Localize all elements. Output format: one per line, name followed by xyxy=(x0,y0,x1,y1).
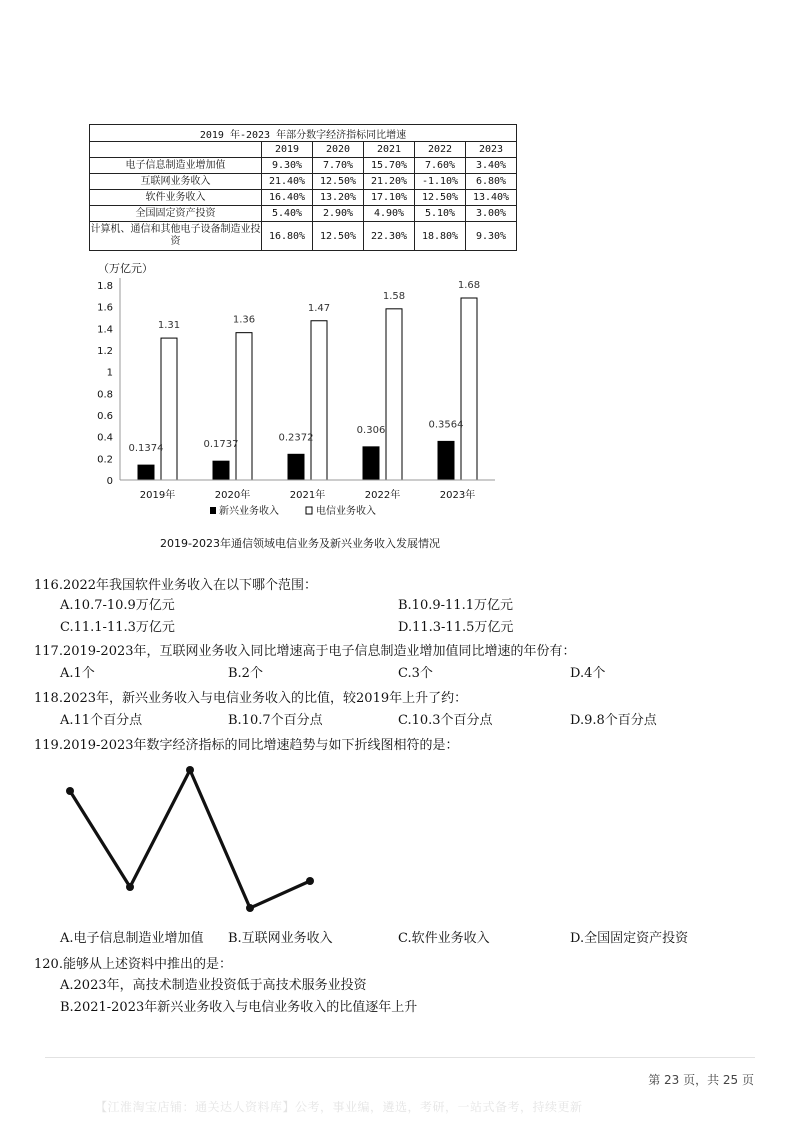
value-cell: 9.30% xyxy=(466,222,517,251)
legend-swatch-telecom xyxy=(306,507,312,514)
value-cell: 12.50% xyxy=(415,190,466,206)
question-118: 118.2023年，新兴业务收入与电信业务收入的比值，较2019年上升了约： xyxy=(34,691,468,706)
bar-value-label: 1.58 xyxy=(382,290,406,302)
bar-value-label: 0.1737 xyxy=(203,439,239,451)
option-116-c[interactable]: C.11.1-11.3万亿元 xyxy=(60,620,175,635)
value-cell: 5.40% xyxy=(262,206,313,222)
value-cell: 5.10% xyxy=(415,206,466,222)
option-117-b[interactable]: B.2个 xyxy=(228,666,263,681)
y-tick-label: 0.4 xyxy=(97,432,113,444)
chart-caption: 2019-2023年通信领域电信业务及新兴业务收入发展情况 xyxy=(160,537,440,550)
bar-value-label: 1.31 xyxy=(157,320,181,332)
bar-telecom xyxy=(161,338,177,480)
y-tick-label: 1.2 xyxy=(97,346,113,357)
bar-telecom xyxy=(236,333,252,480)
y-tick-label: 0.6 xyxy=(97,411,113,422)
value-cell: 3.00% xyxy=(466,206,517,222)
value-cell: 12.50% xyxy=(313,174,364,190)
row-label: 互联网业务收入 xyxy=(90,174,262,190)
y-tick-label: 1.6 xyxy=(97,302,113,314)
bar-emerging xyxy=(363,447,379,480)
option-119-a[interactable]: A.电子信息制造业增加值 xyxy=(60,931,204,946)
value-cell: 22.30% xyxy=(364,222,415,251)
table-row xyxy=(90,158,517,174)
row-label: 计算机、通信和其他电子设备制造业投资 xyxy=(90,222,262,251)
bar-emerging xyxy=(288,454,304,480)
trend-point xyxy=(126,883,134,891)
y-tick-label: 1 xyxy=(106,367,113,379)
value-cell: 4.90% xyxy=(364,206,415,222)
x-tick-label: 2023年 xyxy=(439,490,476,501)
bar-emerging xyxy=(213,461,229,480)
revenue-bar-chart xyxy=(80,260,520,530)
value-cell: 12.50% xyxy=(313,222,364,251)
row-label: 全国固定资产投资 xyxy=(90,206,262,222)
legend-label-emerging: 新兴业务收入 xyxy=(219,506,279,517)
value-cell: 9.30% xyxy=(262,158,313,174)
chart-legend xyxy=(210,504,376,517)
legend-label-telecom: 电信业务收入 xyxy=(316,506,376,517)
y-axis-unit-label: （万亿元） xyxy=(98,262,153,275)
bar-value-label: 1.36 xyxy=(232,314,256,326)
table-corner-cell xyxy=(90,142,262,158)
x-tick-label: 2020年 xyxy=(214,490,251,501)
y-tick-label: 0 xyxy=(106,476,113,487)
value-cell: 21.40% xyxy=(262,174,313,190)
trend-point xyxy=(66,787,74,795)
value-cell: 15.70% xyxy=(364,158,415,174)
option-118-d[interactable]: D.9.8个百分点 xyxy=(570,713,657,728)
legend-swatch-emerging xyxy=(210,507,216,514)
trend-line-figure xyxy=(60,760,330,920)
watermark-text: 【江淮淘宝店铺：通关达人资料库】公考，事业编，遴选，考研，一站式备考，持续更新 xyxy=(95,1100,583,1114)
bar-value-label: 1.47 xyxy=(307,302,331,314)
footer-divider xyxy=(45,1057,755,1058)
page-number: 第 23 页，共 25 页 xyxy=(648,1073,754,1087)
row-label: 软件业务收入 xyxy=(90,190,262,206)
question-120: 120.能够从上述资料中推出的是： xyxy=(34,957,232,972)
option-116-b[interactable]: B.10.9-11.1万亿元 xyxy=(398,598,513,613)
year-header: 2022 xyxy=(415,142,466,158)
value-cell: 13.20% xyxy=(313,190,364,206)
indicator-table xyxy=(89,124,517,251)
question-117: 117.2019-2023年，互联网业务收入同比增速高于电子信息制造业增加值同比增速的年份有： xyxy=(34,644,576,659)
bar-value-label: 0.306 xyxy=(356,424,386,436)
option-120-b[interactable]: B.2021-2023年新兴业务收入与电信业务收入的比值逐年上升 xyxy=(60,1000,418,1015)
table-row xyxy=(90,222,517,251)
table-row xyxy=(90,190,517,206)
option-116-a[interactable]: A.10.7-10.9万亿元 xyxy=(60,598,175,613)
option-117-d[interactable]: D.4个 xyxy=(570,666,606,681)
value-cell: 2.90% xyxy=(313,206,364,222)
option-118-b[interactable]: B.10.7个百分点 xyxy=(228,713,323,728)
bar-telecom xyxy=(386,309,402,480)
bar-emerging xyxy=(438,441,454,480)
value-cell: 3.40% xyxy=(466,158,517,174)
value-cell: 7.60% xyxy=(415,158,466,174)
trend-line xyxy=(70,770,310,908)
row-label: 电子信息制造业增加值 xyxy=(90,158,262,174)
option-118-c[interactable]: C.10.3个百分点 xyxy=(398,713,493,728)
value-cell: 18.80% xyxy=(415,222,466,251)
question-119: 119.2019-2023年数字经济指标的同比增速趋势与如下折线图相符的是： xyxy=(34,738,459,753)
bar-value-label: 0.3564 xyxy=(428,419,464,431)
x-tick-label: 2021年 xyxy=(289,490,326,501)
option-117-c[interactable]: C.3个 xyxy=(398,666,433,681)
y-tick-label: 0.2 xyxy=(97,454,113,466)
value-cell: 7.70% xyxy=(313,158,364,174)
value-cell: 16.40% xyxy=(262,190,313,206)
x-tick-label: 2019年 xyxy=(139,490,176,501)
table-row xyxy=(90,174,517,190)
year-header: 2019 xyxy=(262,142,313,158)
value-cell: 13.40% xyxy=(466,190,517,206)
year-header: 2021 xyxy=(364,142,415,158)
option-116-d[interactable]: D.11.3-11.5万亿元 xyxy=(398,620,514,635)
trend-point xyxy=(246,904,254,912)
value-cell: 21.20% xyxy=(364,174,415,190)
table-row xyxy=(90,206,517,222)
trend-point xyxy=(186,766,194,774)
table-title: 2019 年-2023 年部分数字经济指标同比增速 xyxy=(90,125,517,142)
option-119-b[interactable]: B.互联网业务收入 xyxy=(228,931,333,946)
value-cell: 6.80% xyxy=(466,174,517,190)
bar-value-label: 1.68 xyxy=(457,280,481,291)
value-cell: 16.80% xyxy=(262,222,313,251)
bar-value-label: 0.1374 xyxy=(128,443,164,455)
option-119-d[interactable]: D.全国固定资产投资 xyxy=(570,931,689,946)
trend-point xyxy=(306,877,314,885)
bar-telecom xyxy=(461,298,477,480)
option-117-a[interactable]: A.1个 xyxy=(60,666,95,681)
y-tick-label: 1.8 xyxy=(97,281,113,292)
value-cell: -1.10% xyxy=(415,174,466,190)
value-cell: 17.10% xyxy=(364,190,415,206)
y-tick-label: 0.8 xyxy=(97,389,113,401)
x-tick-label: 2022年 xyxy=(364,490,401,501)
bar-telecom xyxy=(311,321,327,480)
y-tick-label: 1.4 xyxy=(97,324,113,336)
question-116: 116.2022年我国软件业务收入在以下哪个范围： xyxy=(34,578,318,593)
bar-emerging xyxy=(138,465,154,480)
bar-value-label: 0.2372 xyxy=(278,432,314,444)
option-118-a[interactable]: A.11个百分点 xyxy=(60,713,143,728)
year-header: 2020 xyxy=(313,142,364,158)
option-120-a[interactable]: A.2023年，高技术制造业投资低于高技术服务业投资 xyxy=(60,978,367,993)
year-header: 2023 xyxy=(466,142,517,158)
option-119-c[interactable]: C.软件业务收入 xyxy=(398,931,490,946)
